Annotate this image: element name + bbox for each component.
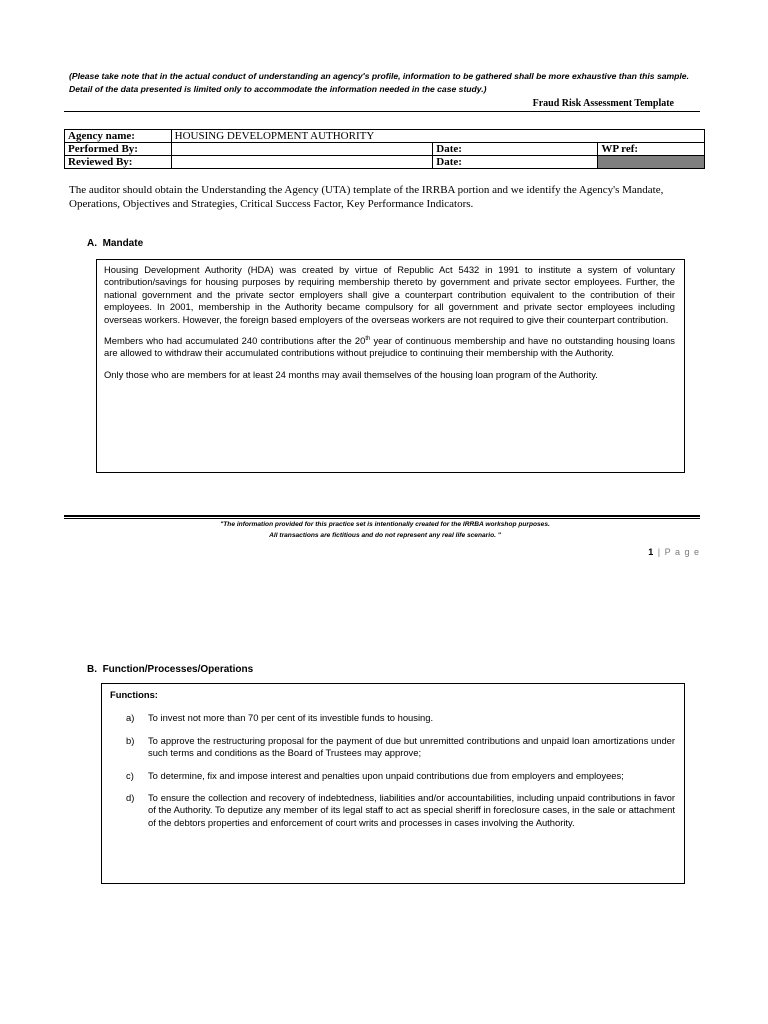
section-a-title: Mandate [102,238,144,249]
performed-by-value [171,143,433,156]
agency-name-value: HOUSING DEVELOPMENT AUTHORITY [171,130,704,143]
agency-name-label: Agency name: [65,130,172,143]
mandate-paragraph-2: Members who had accumulated 240 contributions after the 20th year of continuous membership and have no outstanding housing loans are allowed to withdraw their accumulated contributions without prejudice to continuing their membership with the Authority. [104,335,675,359]
function-item: d) To ensure the collection and recovery of indebtedness, liabilities and/or accountabilities, including unpaid contributions in favor of the Authority. To deputize any member of its legal staff to act as special sheriff in foreclosure cases, in the sale or attachment of the debtors properties and enforcement of court writs and processes in cases involving the Authority. [126,792,675,828]
page-number: 1 | P a g e [648,547,700,557]
disclaimer-note: (Please take note that in the actual conduct of understanding an agency's profile, information to be gathered shall be more exhaustive than this sample. Detail of the data presented is limited only to accommodate the information needed in the case study.) [69,71,689,94]
mandate-box [96,259,685,473]
reviewed-by-value [171,156,433,169]
intro-paragraph: The auditor should obtain the Understanding the Agency (UTA) template of the IRRBA portion and we identify the Agency's Mandate, Operations, Objectives and Strategies, Critical Success Factor, Key Performance Indicators. [69,184,664,210]
footer-disclaimer: "The information provided for this practice set is intentionally created for the IRRBA workshop purposes. All transactions are fictitious and do not represent any real life scenario. " [220,521,550,539]
section-b-heading [87,664,253,675]
wp-ref-value [598,156,705,169]
mandate-paragraph-3: Only those who are members for at least 24 months may avail themselves of the housing loan program of the Authority. [104,368,598,380]
function-item: a) To invest not more than 70 per cent of its investible funds to housing. [126,712,434,724]
functions-label: Functions: [110,689,158,700]
template-title: Fraud Risk Assessment Template [532,98,674,109]
reviewed-by-label: Reviewed By: [65,156,172,169]
wp-ref-label: WP ref: [598,143,705,156]
performed-by-label: Performed By: [65,143,172,156]
reviewed-date-label: Date: [433,156,598,169]
section-b-title: Function/Processes/Operations [102,664,254,675]
footer-rule-thick [64,515,700,517]
agency-info-table [64,129,705,169]
functions-box [101,683,685,884]
function-item: b) To approve the restructuring proposal for the payment of due but unremitted contributions and unpaid loan amortizations under such terms and conditions as the Board of Trustees may approve; [126,734,675,759]
performed-date-label: Date: [433,143,598,156]
function-item: c) To determine, fix and impose interest and penalties upon unpaid contributions due from employers and employees; [126,769,624,781]
section-b-letter: B. [87,664,97,675]
section-a-heading [87,238,143,249]
header-rule [64,111,700,112]
mandate-paragraph-1: Housing Development Authority (HDA) was created by virtue of Republic Act 5432 in 1991 to institute a system of voluntary contribution/savings for housing purposes by requiring membership thereto by government and private sector employees. Further, the national government and the private sector employers shall give a counterpart contribution equivalent to the contribution of their employees. In 2001, membership in the Authority became compulsory for all government and private sector employees including overseas workers. However, the foreign based employers of the overseas workers are not required to give their counterpart contribution. [104,264,675,325]
section-a-letter: A. [87,238,97,249]
